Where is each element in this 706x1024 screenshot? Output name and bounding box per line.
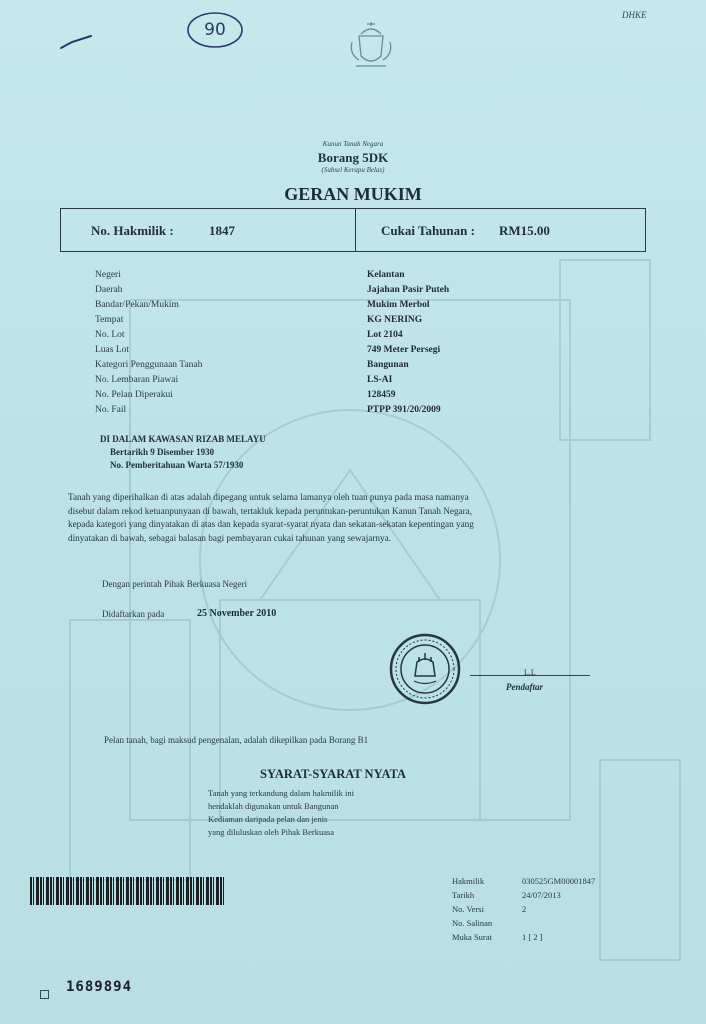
footer-label: Muka Surat (452, 932, 492, 942)
paragraph-line: Tanah yang diperihalkan di atas adalah dipegang untuk selama lamanya oleh tuan punya pada masa namanya (68, 492, 469, 502)
detail-label: No. Pelan Diperakui (95, 390, 173, 400)
detail-value: Mukim Merbol (367, 300, 430, 310)
plan-note: Pelan tanah, bagi maksud pengenalan, adalah dikepilkan pada Borang B1 (104, 735, 369, 745)
detail-row (95, 300, 615, 312)
form-name: Borang 5DK (317, 150, 389, 165)
paragraph-line: dinyatakan di bawah, sebagai balasan bagi pembayaran cukai tahunan yang sewajarnya. (68, 532, 391, 543)
detail-value: 128459 (367, 390, 396, 400)
handwritten-circled-number (185, 10, 245, 50)
serial-number: 1689894 (66, 979, 133, 995)
footer-label: No. Salinan (452, 918, 493, 928)
title-ref-box (60, 208, 646, 252)
condition-line: Tanah yang terkandung dalam hakmilik ini (208, 788, 354, 798)
tenure-paragraph (68, 491, 648, 545)
registered-date: 25 November 2010 (197, 608, 277, 619)
detail-value: Lot 2104 (367, 330, 403, 340)
signature-role: Pendaftar (506, 682, 543, 692)
detail-label: Tempat (95, 315, 124, 325)
detail-value: Jajahan Pasir Puteh (367, 285, 450, 295)
detail-label: No. Fail (95, 405, 127, 415)
footer-value: 24/07/2013 (522, 890, 561, 900)
hakmilik-value: 1847 (209, 223, 235, 238)
corner-square-mark (40, 990, 49, 999)
cukai-label: Cukai Tahunan : (381, 223, 475, 238)
detail-label: Bandar/Pekan/Mukim (95, 300, 179, 310)
signature-line (470, 675, 590, 676)
barcode (30, 877, 226, 905)
law-name: Kanun Tanah Negara (322, 140, 384, 148)
condition-line: hendaklah digunakan untuk Bangunan (208, 801, 339, 811)
official-seal-icon (388, 632, 462, 706)
detail-label: Negeri (95, 270, 121, 280)
detail-row (95, 270, 615, 282)
detail-row (95, 285, 615, 297)
reserve-title: DI DALAM KAWASAN RIZAB MELAYU (100, 434, 266, 444)
condition-line: yang diluluskan oleh Pihak Berkuasa (208, 827, 335, 837)
conditions-text (208, 787, 354, 839)
authority-line: Dengan perintah Pihak Berkuasa Negeri (102, 579, 247, 589)
condition-line: Kediaman daripada pelan dan jenis (208, 814, 328, 824)
paragraph-line: kepada kategori yang dinyatakan di atas dan kepada syarat-syarat nyata dan sekatan-sekatan kepentingan yang (68, 519, 474, 529)
footer-label: No. Versi (452, 904, 484, 914)
detail-label: Daerah (95, 285, 123, 295)
reserve-gazette: No. Pemberitahuan Warta 57/1930 (110, 460, 244, 470)
footer-value: 030525GM00001847 (522, 876, 596, 886)
conditions-title: SYARAT-SYARAT NYATA (260, 767, 407, 781)
signature-initials: L.L (524, 668, 536, 677)
detail-value: PTPP 391/20/2009 (367, 405, 441, 415)
footer-row (452, 932, 652, 944)
reserve-date: Bertarikh 9 Disember 1930 (110, 447, 215, 457)
detail-value: Bangunan (367, 360, 409, 370)
corner-code: DHKE (622, 10, 647, 20)
detail-row (95, 345, 615, 357)
document-title: GERAN MUKIM (284, 184, 422, 204)
cukai-value: RM15.00 (499, 223, 550, 238)
detail-row (95, 405, 615, 417)
footer-row (452, 876, 652, 888)
footer-row (452, 918, 652, 930)
detail-value: LS-AI (367, 375, 393, 385)
footer-label: Tarikh (452, 890, 475, 900)
detail-value: 749 Meter Persegi (367, 345, 441, 355)
detail-row (95, 375, 615, 387)
detail-value: Kelantan (367, 270, 405, 280)
detail-row (95, 360, 615, 372)
detail-row (95, 390, 615, 402)
detail-row (95, 330, 615, 342)
box-divider (355, 209, 356, 251)
form-subtitle: (Subsel Kerapu Belas) (321, 166, 385, 174)
detail-label: Luas Lot (95, 345, 130, 355)
coat-of-arms-icon (346, 20, 396, 72)
detail-label: Kategori Penggunaan Tanah (95, 360, 203, 370)
footer-value: 2 (522, 904, 527, 914)
footer-row (452, 904, 652, 916)
paragraph-line: disebut dalam rekod ketuanpunyaan di bawah, tertakluk kepada peruntukan-peruntukan Kanun Tanah Negara, (68, 505, 473, 516)
footer-row (452, 890, 652, 902)
footer-label: Hakmilik (452, 876, 485, 886)
check-mark-icon (58, 32, 94, 52)
detail-row (95, 315, 615, 327)
detail-label: No. Lembaran Piawai (95, 375, 179, 385)
handwritten-number: 90 (204, 20, 226, 40)
footer-value: 1 [ 2 ] (522, 932, 543, 942)
registered-label: Didaftarkan pada (102, 609, 165, 619)
detail-value: KG NERING (367, 315, 423, 325)
hakmilik-label: No. Hakmilik : (91, 223, 174, 238)
detail-label: No. Lot (95, 330, 125, 340)
